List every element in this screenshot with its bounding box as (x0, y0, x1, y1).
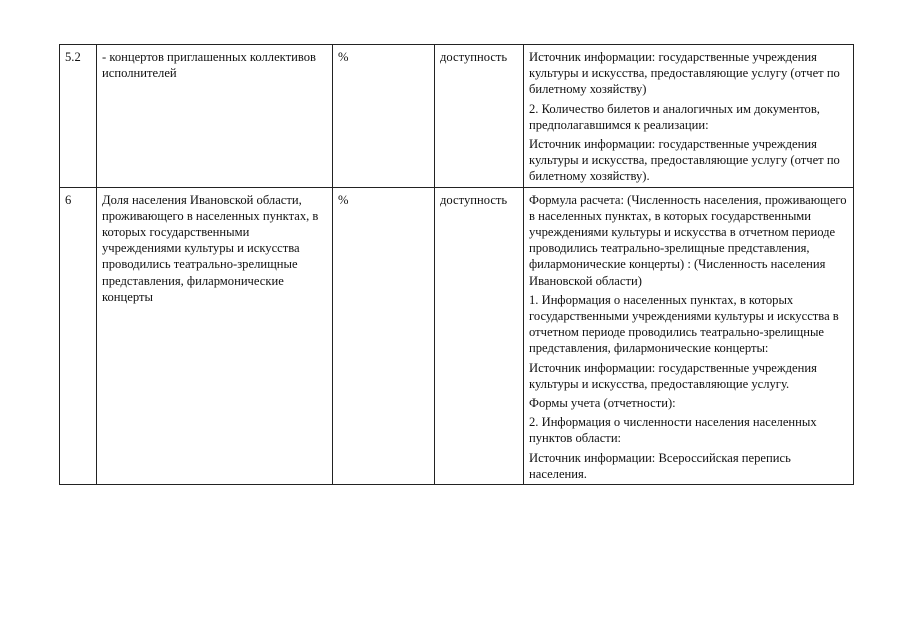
method-paragraph: Источник информации: государственные учреждения культуры и искусства, предоставляющие услугу (отчет по билетному хозяйству). (529, 137, 840, 184)
method-paragraph: 1. Информация о населенных пунктах, в которых государственными учреждениями культуры и искусства в отчетном периоде проводились театрально-зрелищные представления, филармонические концерты: (529, 292, 839, 356)
indicators-table (59, 44, 854, 485)
calculation-method (524, 187, 854, 484)
method-paragraph: 2. Информация о численности населения населенных пунктов области: (529, 415, 817, 446)
method-paragraph: Источник информации: государственные учреждения культуры и искусства, предоставляющие услугу (отчет по билетному хозяйству) (529, 50, 840, 97)
row-number: 6 (60, 187, 97, 484)
table-row (60, 187, 854, 484)
method-paragraph: 2. Количество билетов и аналогичных им документов, предполагавшимся к реализации: (529, 101, 820, 132)
method-paragraph: Источник информации: государственные учреждения культуры и искусства, предоставляющие услугу. (529, 360, 817, 391)
indicator-name: Доля населения Ивановской области, проживающего в населенных пунктах, в которых государственными учреждениями культуры и искусства проводились театрально-зрелищные представления, филармонические концерты (97, 187, 333, 484)
unit-of-measure: % (333, 45, 435, 188)
unit-of-measure: % (333, 187, 435, 484)
table-row (60, 45, 854, 188)
calculation-method (524, 45, 854, 188)
method-paragraph: Источник информации: Всероссийская перепись населения. (529, 450, 791, 481)
method-paragraph: Формы учета (отчетности): (529, 396, 676, 411)
indicator-name: - концертов приглашенных коллективов исполнителей (97, 45, 333, 188)
indicator-type: доступность (435, 187, 524, 484)
indicator-type: доступность (435, 45, 524, 188)
row-number: 5.2 (60, 45, 97, 188)
method-paragraph: Формула расчета: (Численность населения, проживающего в населенных пунктах, в которых государственными учреждениями культуры и искусства в отчетном периоде проводились театрально-зрелищные представления, филармонические концерты) : (Численность населения Ивановской области) (529, 192, 847, 288)
